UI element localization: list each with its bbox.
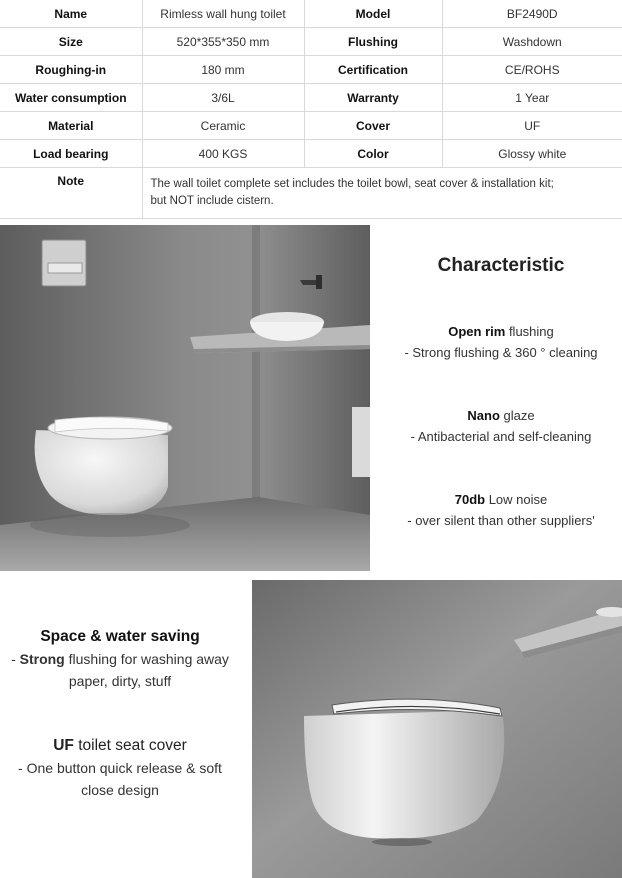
feature-rest: glaze: [499, 408, 535, 423]
feature-bold: Nano: [467, 408, 500, 423]
spec-table-body: [0, 0, 622, 219]
seat-title: [0, 735, 240, 757]
table-row: [0, 84, 622, 112]
spec-key: Warranty: [304, 84, 442, 112]
feature-rest: flushing: [505, 324, 554, 339]
spec-key: Size: [0, 28, 142, 56]
feature-open-rim: [380, 321, 622, 363]
seat-bold: UF: [53, 737, 74, 754]
bathroom-photo: [0, 225, 370, 571]
feature-bold: Open rim: [448, 324, 506, 339]
feature-nano-glaze: [380, 405, 622, 447]
space-desc: [0, 648, 240, 670]
toilet-illustration: [252, 580, 622, 878]
feature-low-noise: [380, 489, 622, 531]
spec-key: Color: [304, 140, 442, 168]
spec-value: 520*355*350 mm: [142, 28, 304, 56]
spec-value: 1 Year: [442, 84, 622, 112]
spec-value: CE/ROHS: [442, 56, 622, 84]
table-row: [0, 0, 622, 28]
bathroom-illustration: [0, 225, 370, 571]
spec-value: Ceramic: [142, 112, 304, 140]
space-desc-bold: Strong: [19, 651, 65, 667]
feature-desc: - Strong flushing & 360 ° cleaning: [404, 345, 598, 360]
note-row: [0, 168, 622, 219]
seat-rest: toilet seat cover: [73, 737, 187, 754]
note-label: Note: [0, 168, 142, 219]
feature-title: [380, 405, 622, 426]
characteristic-title: Characteristic: [437, 255, 565, 276]
spec-key: Certification: [304, 56, 442, 84]
spec-value: 180 mm: [142, 56, 304, 84]
spec-value: Washdown: [442, 28, 622, 56]
spec-key: Load bearing: [0, 140, 142, 168]
spec-key: Model: [304, 0, 442, 28]
feature-title: [380, 321, 622, 342]
seat-line-2: close design: [81, 782, 159, 798]
feature-desc: - over silent than other suppliers': [407, 513, 595, 528]
note-line-2: but NOT include cistern.: [150, 195, 274, 207]
toilet-photo: [252, 580, 622, 878]
feature-title: [380, 489, 622, 510]
spec-table: [0, 0, 622, 219]
spec-key: Name: [0, 0, 142, 28]
table-row: [0, 56, 622, 84]
spec-key: Cover: [304, 112, 442, 140]
spec-value: 3/6L: [142, 84, 304, 112]
feature-rest: Low noise: [485, 492, 548, 507]
table-row: [0, 28, 622, 56]
table-row: [0, 140, 622, 168]
space-title: Space & water saving: [40, 628, 200, 645]
spec-value: Rimless wall hung toilet: [142, 0, 304, 28]
space-section: [0, 626, 240, 801]
note-text: [142, 168, 622, 219]
spec-value: UF: [442, 112, 622, 140]
feature-desc: - Antibacterial and self-cleaning: [410, 429, 592, 444]
table-row: [0, 112, 622, 140]
space-desc-line2: paper, dirty, stuff: [68, 673, 172, 689]
feature-bold: 70db: [454, 492, 486, 507]
spec-key: Flushing: [304, 28, 442, 56]
spec-key: Material: [0, 112, 142, 140]
spec-key: Roughing-in: [0, 56, 142, 84]
space-desc-rest: flushing for washing away: [64, 651, 229, 667]
spec-key: Water consumption: [0, 84, 142, 112]
space-desc-prefix: -: [11, 651, 20, 667]
spec-value: BF2490D: [442, 0, 622, 28]
seat-line-1: - One button quick release & soft: [18, 760, 222, 776]
spec-value: 400 KGS: [142, 140, 304, 168]
note-line-1: The wall toilet complete set includes the toilet bowl, seat cover & installation kit;: [150, 178, 554, 190]
spec-value: Glossy white: [442, 140, 622, 168]
